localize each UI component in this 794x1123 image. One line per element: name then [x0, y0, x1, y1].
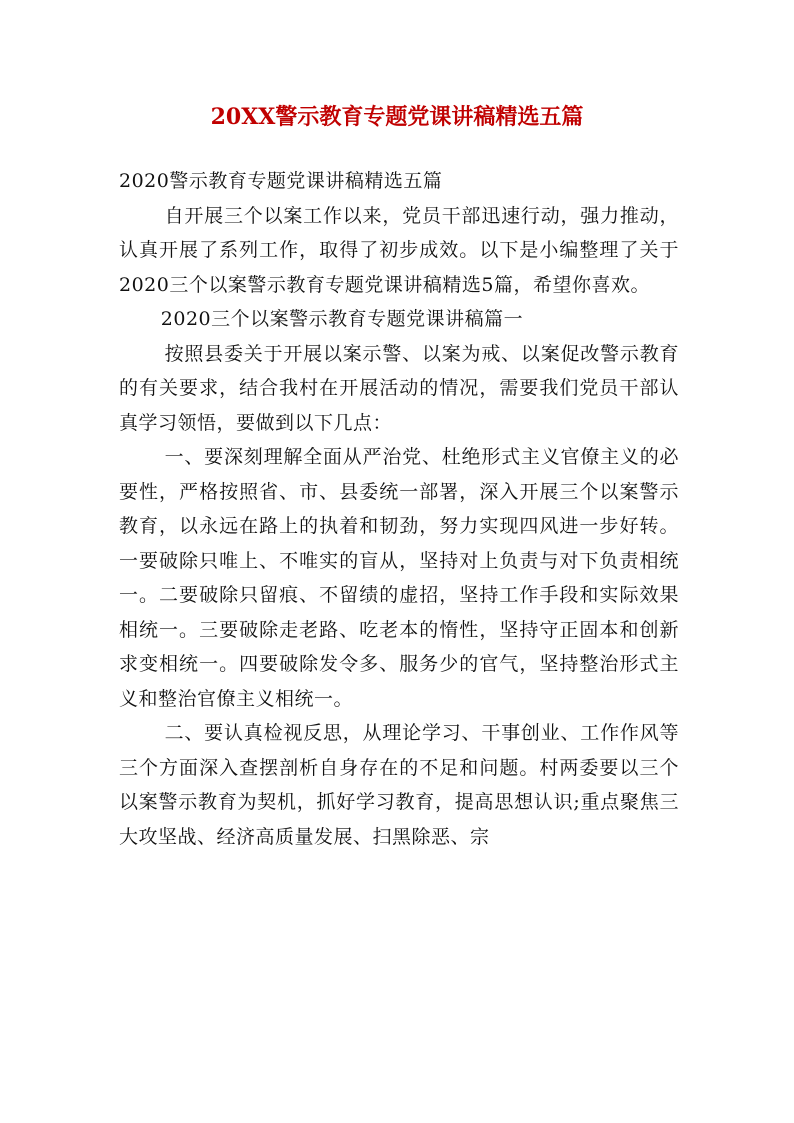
document-subtitle: 2020警示教育专题党课讲稿精选五篇	[119, 170, 443, 192]
intro-paragraph: 自开展三个以案工作以来，党员干部迅速行动，强力推动，认真开展了系列工作，取得了初步成效。以下是小编整理了关于2020三个以案警示教育专题党课讲稿精选5篇，希望你喜欢。	[119, 204, 679, 296]
body-paragraph: 二、要认真检视反思，从理论学习、干事创业、工作作风等三个方面深入查摆剖析自身存在的不足和问题。村两委要以三个以案警示教育为契机，抓好学习教育，提高思想认识;重点聚焦三大攻坚战、经济高质量发展、扫黑除恶、宗	[119, 722, 679, 848]
body-paragraph: 按照县委关于开展以案示警、以案为戒、以案促改警示教育的有关要求，结合我村在开展活动的情况，需要我们党员干部认真学习领悟，要做到以下几点：	[119, 342, 679, 434]
section-heading: 2020三个以案警示教育专题党课讲稿篇一	[160, 308, 524, 330]
document-body	[119, 164, 679, 854]
body-paragraph: 一、要深刻理解全面从严治党、杜绝形式主义官僚主义的必要性，严格按照省、市、县委统一部署，深入开展三个以案警示教育，以永远在路上的执着和韧劲，努力实现四风进一步好转。一要破除只唯上、不唯实的盲从，坚持对上负责与对下负责相统一。二要破除只留痕、不留绩的虚招，坚持工作手段和实际效果相统一。三要破除走老路、吃老本的惰性，坚持守正固本和创新求变相统一。四要破除发令多、服务少的官气，坚持整治形式主义和整治官僚主义相统一。	[119, 446, 679, 710]
document-title: 20XX警示教育专题党课讲稿精选五篇	[210, 104, 584, 130]
